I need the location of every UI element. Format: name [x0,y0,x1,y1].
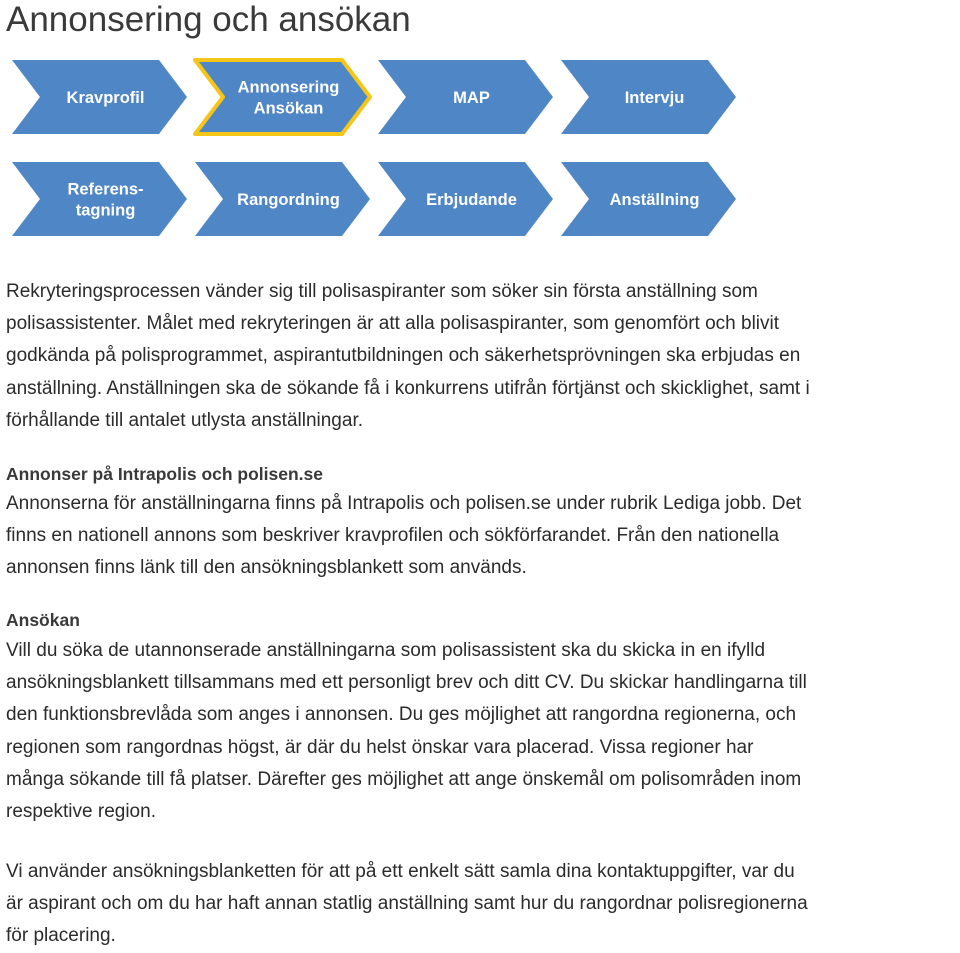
process-step-label: Anställning [609,191,700,209]
application-line: ansökningsblankett tillsammans med ett personligt brev och ditt CV. Du skickar handlingarna till [6,672,807,694]
recruitment-process-diagram [0,50,960,250]
intro-line: anställning. Anställningen ska de sökande få i konkurrens utifrån förtjänst och skicklighet, samt i [6,377,810,399]
process-step-label: MAP [453,89,490,107]
ads-line: annonsen finns länk till den ansökningsblankett som används. [6,557,527,579]
process-step [12,162,187,236]
process-step-label: Referens- [67,180,144,199]
process-step [195,162,370,236]
page-title: Annonsering och ansökan [6,0,411,39]
process-step-label: Rangordning [237,191,340,209]
intro-line: förhållande till antalet utlysta anställningar. [6,409,364,431]
application-line: den funktionsbrevlåda som anges i annonsen. Du ges möjlighet att rangordna regionerna, och [6,704,797,726]
process-step-label: Ansökan [253,99,324,118]
closing-paragraph [6,856,808,953]
intro-line: polisassistenter. Målet med rekryteringen är att alla polisaspiranter, som genomfört och blivit [6,313,780,335]
process-step [378,162,553,236]
process-step-label: Kravprofil [66,89,145,107]
ads-line: finns en nationell annons som beskriver kravprofilen och sökförfarandet. Från den nationella [6,525,780,547]
intro-paragraph [6,276,810,437]
process-step [561,162,736,236]
process-step [378,60,553,134]
closing-line: för placering. [6,925,116,947]
closing-line: Vi använder ansökningsblanketten för att på ett enkelt sätt samla dina kontaktuppgifter, var du [6,861,795,882]
intro-line: godkända på polisprogrammet, aspirantutbildningen och säkerhetsprövningen ska erbjudas en [6,345,801,367]
process-step-label: Erbjudande [426,191,517,209]
process-step-label: tagning [75,201,136,220]
process-step-label: Annonsering [237,78,340,97]
process-step [561,60,736,134]
application-line: regionen som rangordnas högst, är där du helst önskar vara placerad. Vissa regioner har [6,736,754,758]
application-line: många sökande till få platser. Därefter ges möjlighet att ange önskemål om polisområden inom [6,768,802,790]
closing-line: är aspirant och om du har haft annan statlig anställning samt hur du rangordnar polisregionerna [6,893,808,915]
process-chevron [12,162,187,236]
application-paragraph [6,635,807,828]
application-line: Vill du söka de utannonserade anställningarna som polisassistent ska du skicka in en ifylld [6,640,766,661]
section-heading-application: Ansökan [6,610,80,630]
section-heading-ads: Annonser på Intrapolis och polisen.se [6,464,323,484]
application-line: respektive region. [6,801,156,823]
process-step [12,60,187,134]
ads-paragraph [6,488,801,585]
process-step [195,60,370,134]
intro-line: Rekryteringsprocessen vänder sig till polisaspiranter som söker sin första anställning som [6,281,758,302]
ads-line: Annonserna för anställningarna finns på Intrapolis och polisen.se under rubrik Lediga jobb. Det [6,493,802,514]
process-step-label: Intervju [624,89,685,107]
process-chevron [195,60,370,134]
